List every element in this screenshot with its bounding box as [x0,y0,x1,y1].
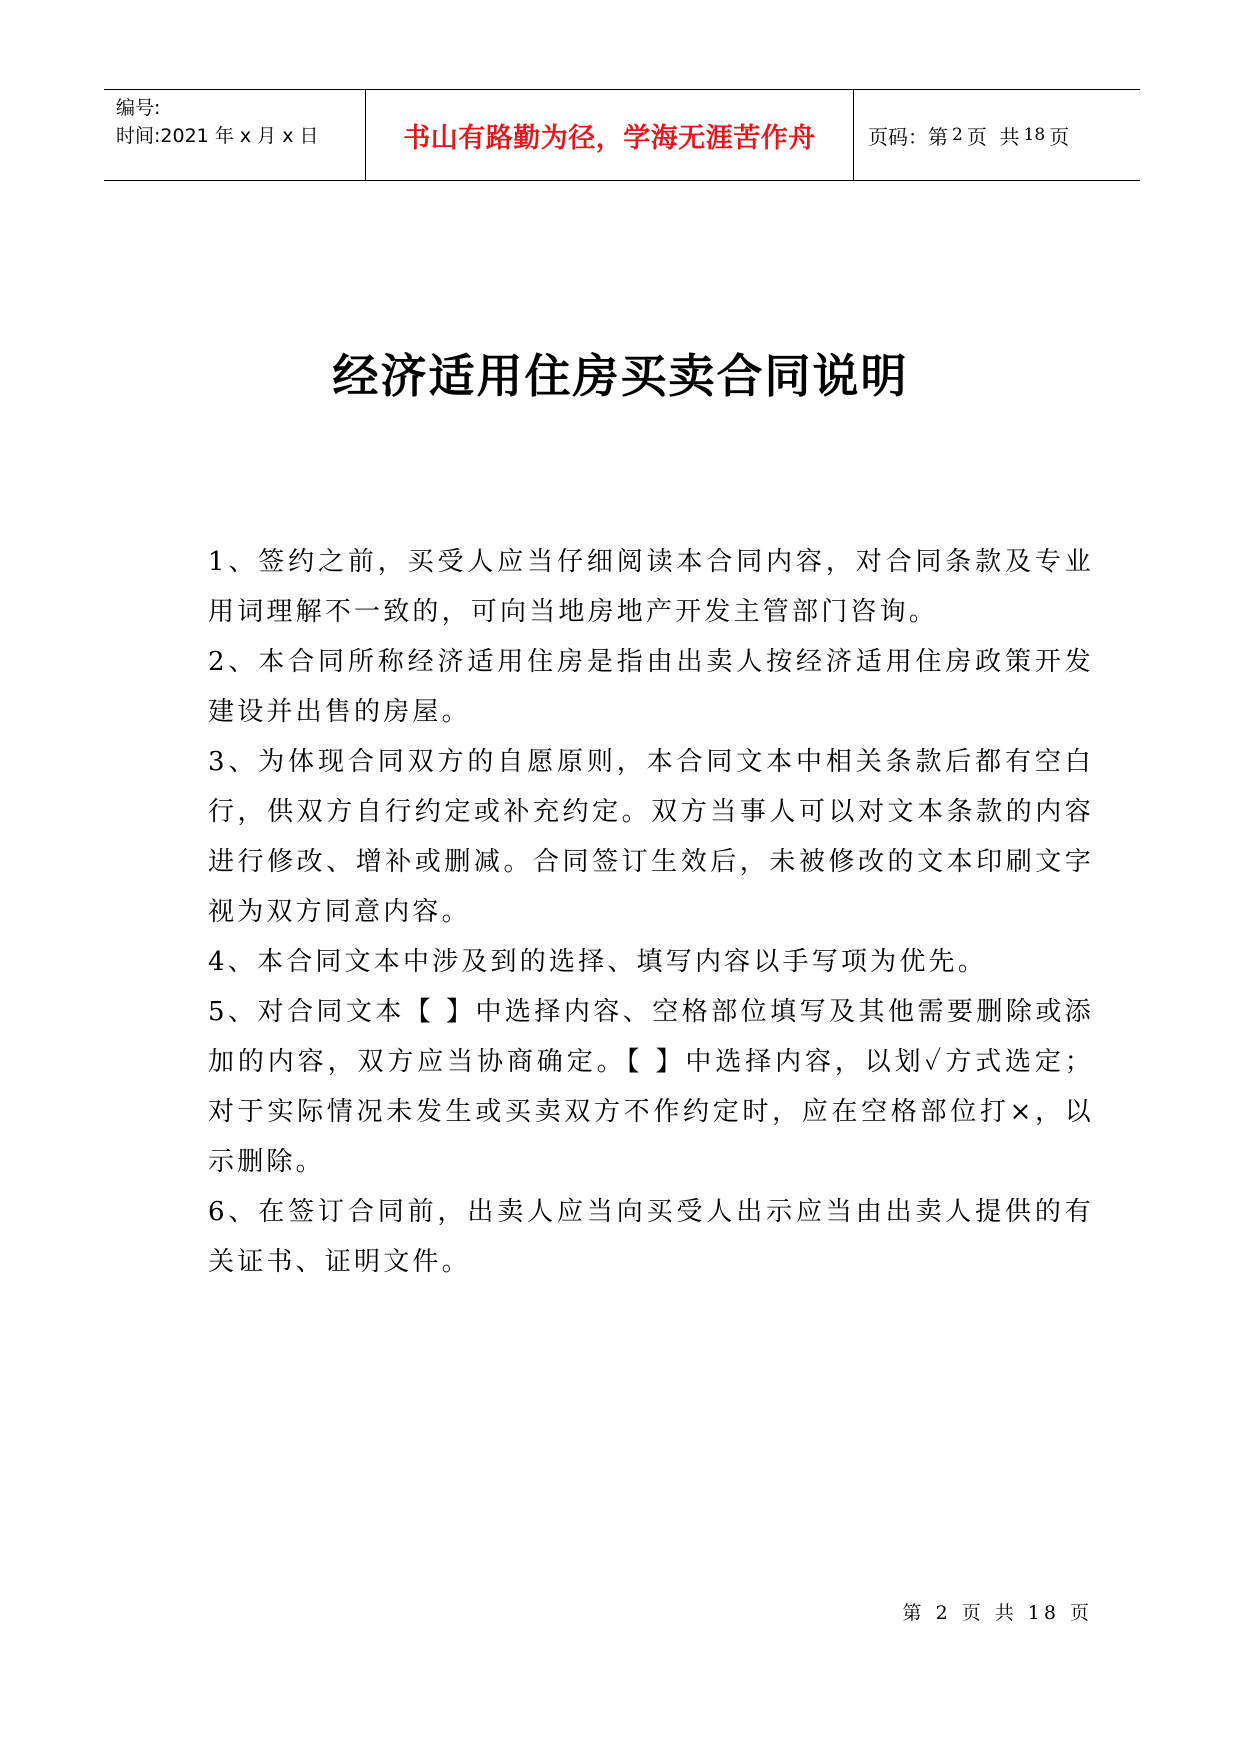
time-year: 2021 [160,125,209,147]
paragraph: 5、对合同文本【 】中选择内容、空格部位填写及其他需要删除或添加的内容，双方应当协商确定。【 】中选择内容，以划✓方式选定；对于实际情况未发生或买卖双方不作约定时，应在空格部位打×，以示删除。 [208,997,1094,1177]
page-total: 18 [1023,125,1046,145]
page-current: 2 [952,125,963,145]
document-body [208,537,1094,1287]
header-page-number [854,90,1140,180]
document-title: 经济适用住房买卖合同说明 [332,349,909,403]
time-month-unit: 月 [257,125,277,147]
time-month: x [239,125,252,147]
time-day-unit: 日 [299,125,319,147]
header-left-cell [104,90,366,180]
header-motto: 书山有路勤为径，学海无涯苦作舟 [366,90,854,180]
paragraph: 2、本合同所称经济适用住房是指由出卖人按经济适用住房政策开发建设并出售的房屋。 [208,647,1094,727]
page-end: 页 [1049,124,1070,149]
time-line [116,122,365,150]
paragraph: 6、在签订合同前，出卖人应当向买受人出示应当由出卖人提供的有关证书、证明文件。 [208,1197,1094,1277]
page-label: 页码：第 [868,124,948,149]
paragraph: 1、签约之前，买受人应当仔细阅读本合同内容，对合同条款及专业用词理解不一致的，可向当地房地产开发主管部门咨询。 [208,547,1094,627]
time-year-unit: 年 [214,125,234,147]
time-day: x [282,125,294,147]
time-label: 时间: [116,125,161,147]
page-mid: 页 共 [966,124,1020,149]
page-footer: 第 2 页 共 18 页 [902,1602,1093,1624]
paragraph: 4、本合同文本中涉及到的选择、填写内容以手写项为优先。 [208,947,987,977]
paragraph: 3、为体现合同双方的自愿原则，本合同文本中相关条款后都有空白行，供双方自行约定或补充约定。双方当事人可以对文本条款的内容进行修改、增补或删减。合同签订生效后，未被修改的文本印刷文字视为双方同意内容。 [208,747,1094,927]
number-label: 编号: [116,97,161,119]
document-header [104,89,1140,181]
